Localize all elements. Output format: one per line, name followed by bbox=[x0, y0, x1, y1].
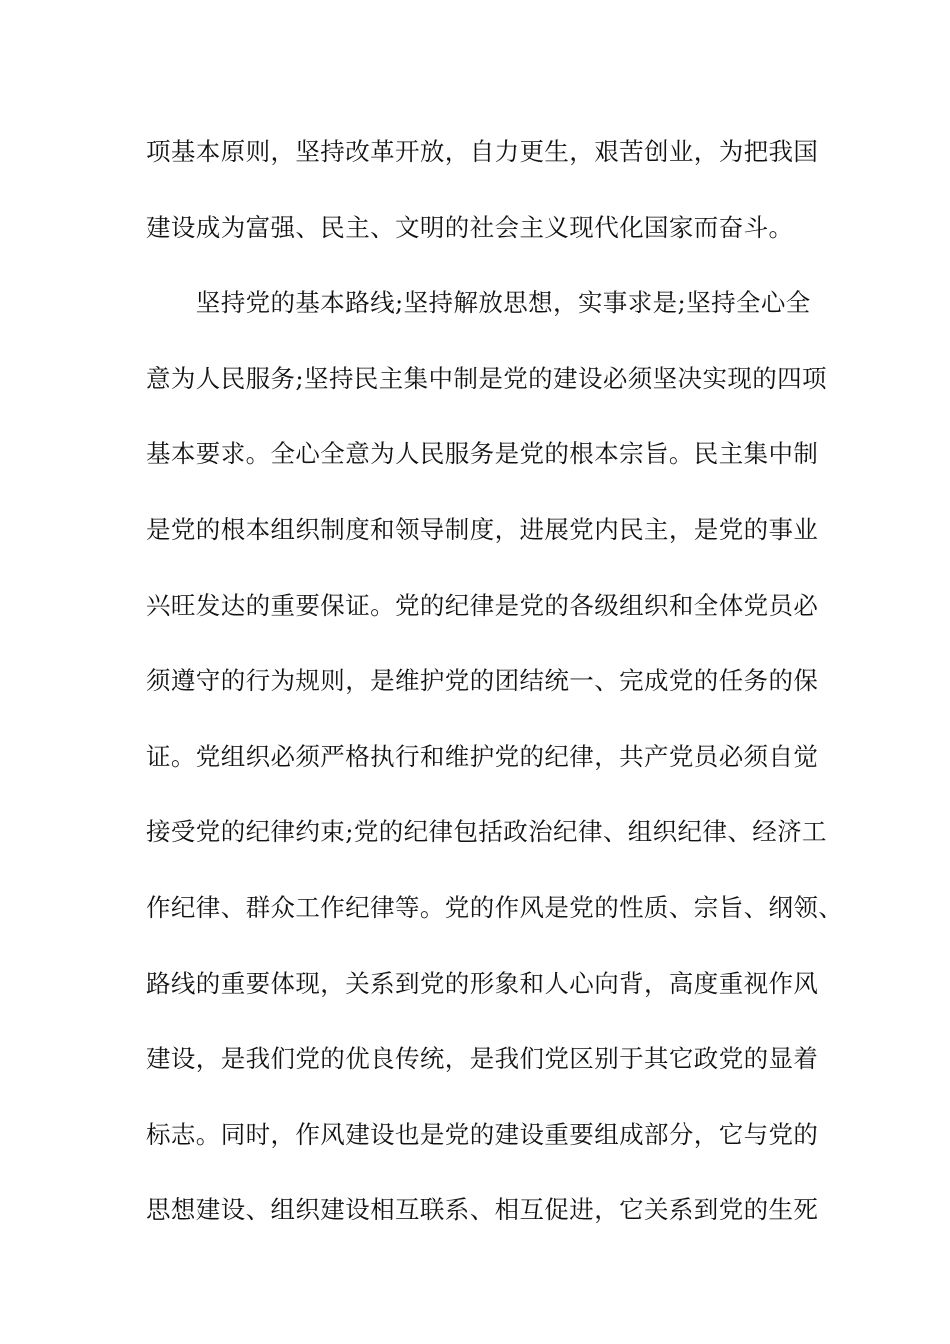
body-text bbox=[146, 132, 844, 1266]
text-line: 接受党的纪律约束;党的纪律包括政治纪律、组织纪律、经济工 bbox=[146, 817, 827, 847]
text-line: 项基本原则，坚持改革开放，自力更生，艰苦创业，为把我国 bbox=[146, 137, 819, 166]
text-line: 基本要求。全心全意为人民服务是党的根本宗旨。民主集中制 bbox=[146, 439, 819, 469]
text-line: 路线的重要体现，关系到党的形象和人心向背，高度重视作风 bbox=[146, 968, 819, 998]
paragraph-start-line: 坚持党的基本路线;坚持解放思想，实事求是;坚持全心全 bbox=[146, 288, 811, 318]
text-line: 意为人民服务;坚持民主集中制是党的建设必须坚决实现的四项 bbox=[146, 363, 827, 393]
text-line: 建设成为富强、民主、文明的社会主义现代化国家而奋斗。 bbox=[146, 212, 794, 242]
text-line: 标志。同时，作风建设也是党的建设重要组成部分，它与党的 bbox=[146, 1119, 819, 1149]
text-line: 思想建设、组织建设相互联系、相互促进，它关系到党的生死 bbox=[146, 1195, 819, 1225]
text-line: 建设，是我们党的优良传统，是我们党区别于其它政党的显着 bbox=[146, 1044, 819, 1074]
text-line: 是党的根本组织制度和领导制度，进展党内民主，是党的事业 bbox=[146, 514, 819, 544]
text-line: 证。党组织必须严格执行和维护党的纪律，共产党员必须自觉 bbox=[146, 741, 819, 771]
text-line: 兴旺发达的重要保证。党的纪律是党的各级组织和全体党员必 bbox=[146, 590, 819, 620]
text-line: 作纪律、群众工作纪律等。党的作风是党的性质、宗旨、纲领、 bbox=[146, 892, 844, 922]
text-line: 须遵守的行为规则，是维护党的团结统一、完成党的任务的保 bbox=[146, 666, 819, 696]
